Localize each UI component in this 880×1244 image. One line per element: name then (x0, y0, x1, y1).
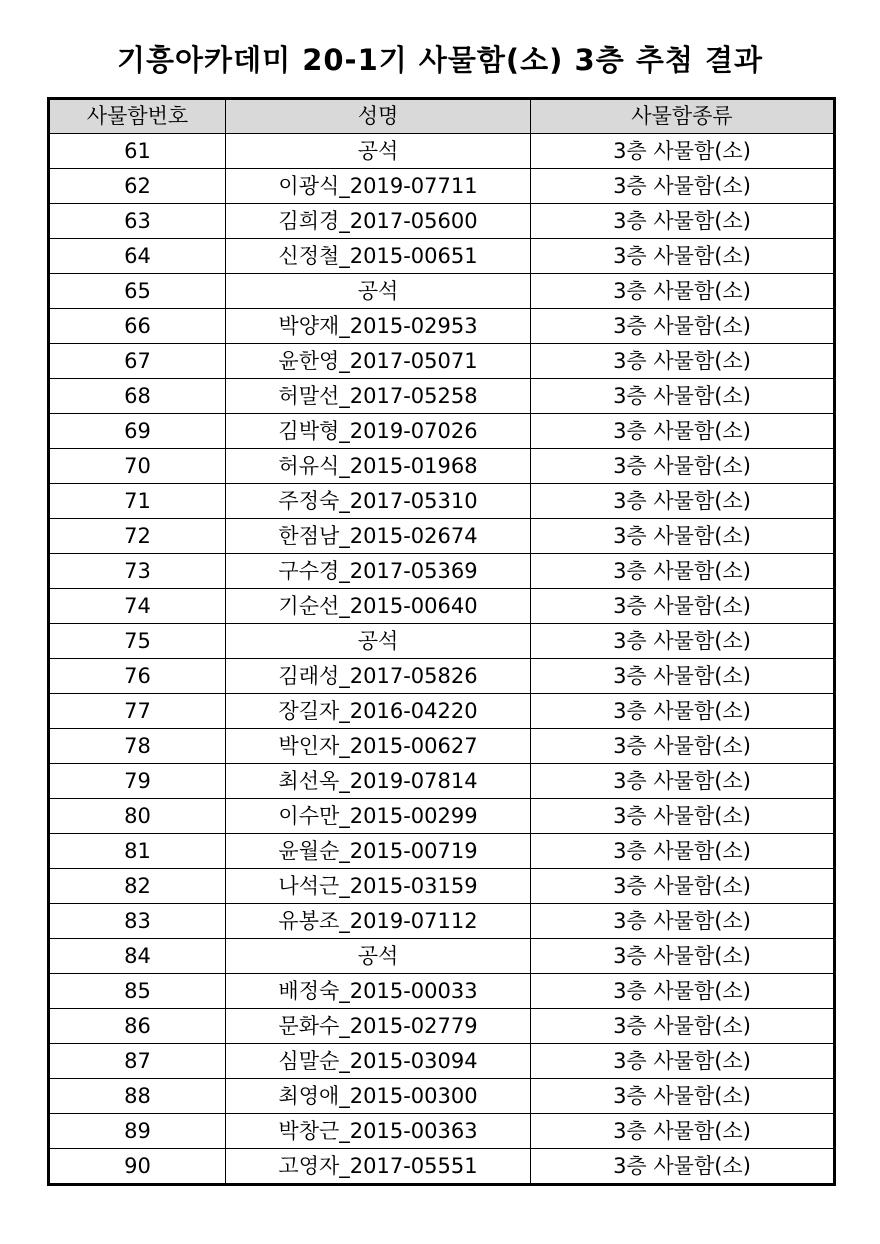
table-row (49, 309, 835, 344)
table-row (49, 1149, 835, 1185)
cell-locker-number: 70 (49, 449, 226, 484)
cell-name: 주정숙_2017-05310 (226, 484, 531, 519)
table-row (49, 834, 835, 869)
cell-name: 허유식_2015-01968 (226, 449, 531, 484)
cell-locker-type: 3층 사물함(소) (531, 519, 835, 554)
table-row (49, 449, 835, 484)
table-header (49, 99, 835, 134)
cell-name: 최영애_2015-00300 (226, 1079, 531, 1114)
column-header-locker-number: 사물함번호 (49, 99, 226, 134)
cell-locker-type: 3층 사물함(소) (531, 309, 835, 344)
cell-locker-type: 3층 사물함(소) (531, 834, 835, 869)
table-row (49, 589, 835, 624)
cell-name: 유봉조_2019-07112 (226, 904, 531, 939)
cell-locker-number: 73 (49, 554, 226, 589)
cell-locker-number: 65 (49, 274, 226, 309)
cell-locker-number: 85 (49, 974, 226, 1009)
cell-name: 문화수_2015-02779 (226, 1009, 531, 1044)
page-title: 기흥아카데미 20-1기 사물함(소) 3층 추첨 결과 (117, 43, 763, 77)
cell-locker-number: 69 (49, 414, 226, 449)
table-body (49, 134, 835, 1185)
table-row (49, 344, 835, 379)
cell-name: 한점남_2015-02674 (226, 519, 531, 554)
cell-locker-number: 71 (49, 484, 226, 519)
cell-locker-number: 89 (49, 1114, 226, 1149)
table-row (49, 729, 835, 764)
cell-locker-number: 64 (49, 239, 226, 274)
cell-locker-number: 75 (49, 624, 226, 659)
cell-name: 이광식_2019-07711 (226, 169, 531, 204)
table-row (49, 554, 835, 589)
table-row (49, 624, 835, 659)
cell-locker-number: 68 (49, 379, 226, 414)
cell-name: 신정철_2015-00651 (226, 239, 531, 274)
cell-locker-type: 3층 사물함(소) (531, 624, 835, 659)
cell-locker-number: 76 (49, 659, 226, 694)
cell-locker-number: 67 (49, 344, 226, 379)
cell-name: 윤월순_2015-00719 (226, 834, 531, 869)
cell-locker-type: 3층 사물함(소) (531, 134, 835, 169)
cell-locker-number: 90 (49, 1149, 226, 1185)
cell-locker-type: 3층 사물함(소) (531, 974, 835, 1009)
cell-locker-type: 3층 사물함(소) (531, 554, 835, 589)
table-row (49, 939, 835, 974)
cell-locker-type: 3층 사물함(소) (531, 694, 835, 729)
cell-name: 윤한영_2017-05071 (226, 344, 531, 379)
table-row (49, 764, 835, 799)
cell-name: 김박형_2019-07026 (226, 414, 531, 449)
cell-locker-number: 80 (49, 799, 226, 834)
cell-name: 배정숙_2015-00033 (226, 974, 531, 1009)
cell-name: 공석 (226, 274, 531, 309)
cell-locker-type: 3층 사물함(소) (531, 869, 835, 904)
cell-name: 김희경_2017-05600 (226, 204, 531, 239)
cell-locker-number: 84 (49, 939, 226, 974)
table-row (49, 519, 835, 554)
column-header-locker-type: 사물함종류 (531, 99, 835, 134)
cell-locker-type: 3층 사물함(소) (531, 169, 835, 204)
table-row (49, 379, 835, 414)
cell-locker-type: 3층 사물함(소) (531, 274, 835, 309)
cell-locker-type: 3층 사물함(소) (531, 904, 835, 939)
cell-locker-number: 82 (49, 869, 226, 904)
table-row (49, 204, 835, 239)
table-row (49, 414, 835, 449)
table-row (49, 1079, 835, 1114)
cell-name: 박인자_2015-00627 (226, 729, 531, 764)
cell-locker-number: 79 (49, 764, 226, 799)
cell-name: 장길자_2016-04220 (226, 694, 531, 729)
cell-locker-type: 3층 사물함(소) (531, 1149, 835, 1185)
locker-assignment-table (47, 97, 836, 1186)
table-row (49, 1044, 835, 1079)
cell-name: 공석 (226, 134, 531, 169)
cell-locker-number: 66 (49, 309, 226, 344)
cell-name: 이수만_2015-00299 (226, 799, 531, 834)
table-row (49, 134, 835, 169)
cell-name: 기순선_2015-00640 (226, 589, 531, 624)
cell-name: 심말순_2015-03094 (226, 1044, 531, 1079)
cell-locker-type: 3층 사물함(소) (531, 764, 835, 799)
table-row (49, 974, 835, 1009)
table-row (49, 1009, 835, 1044)
cell-locker-type: 3층 사물함(소) (531, 414, 835, 449)
table-row (49, 799, 835, 834)
cell-name: 허말선_2017-05258 (226, 379, 531, 414)
cell-locker-type: 3층 사물함(소) (531, 729, 835, 764)
table-header-row (49, 99, 835, 134)
cell-locker-type: 3층 사물함(소) (531, 1114, 835, 1149)
cell-name: 공석 (226, 624, 531, 659)
cell-name: 박창근_2015-00363 (226, 1114, 531, 1149)
cell-locker-type: 3층 사물함(소) (531, 1009, 835, 1044)
table-row (49, 169, 835, 204)
cell-name: 나석근_2015-03159 (226, 869, 531, 904)
table-row (49, 694, 835, 729)
cell-locker-type: 3층 사물함(소) (531, 589, 835, 624)
cell-locker-number: 72 (49, 519, 226, 554)
cell-locker-type: 3층 사물함(소) (531, 659, 835, 694)
cell-locker-number: 77 (49, 694, 226, 729)
cell-name: 구수경_2017-05369 (226, 554, 531, 589)
cell-locker-number: 87 (49, 1044, 226, 1079)
table-row (49, 484, 835, 519)
table-row (49, 1114, 835, 1149)
cell-locker-number: 78 (49, 729, 226, 764)
cell-locker-type: 3층 사물함(소) (531, 449, 835, 484)
cell-locker-number: 63 (49, 204, 226, 239)
cell-locker-number: 86 (49, 1009, 226, 1044)
table-row (49, 274, 835, 309)
cell-locker-type: 3층 사물함(소) (531, 484, 835, 519)
cell-locker-type: 3층 사물함(소) (531, 939, 835, 974)
cell-locker-type: 3층 사물함(소) (531, 1044, 835, 1079)
cell-name: 고영자_2017-05551 (226, 1149, 531, 1185)
cell-locker-type: 3층 사물함(소) (531, 344, 835, 379)
table-row (49, 869, 835, 904)
table-row (49, 239, 835, 274)
column-header-name: 성명 (226, 99, 531, 134)
cell-name: 김래성_2017-05826 (226, 659, 531, 694)
cell-locker-number: 88 (49, 1079, 226, 1114)
cell-locker-type: 3층 사물함(소) (531, 1079, 835, 1114)
cell-locker-number: 61 (49, 134, 226, 169)
cell-locker-type: 3층 사물함(소) (531, 379, 835, 414)
table-row (49, 904, 835, 939)
cell-locker-type: 3층 사물함(소) (531, 204, 835, 239)
cell-name: 최선옥_2019-07814 (226, 764, 531, 799)
cell-locker-number: 74 (49, 589, 226, 624)
cell-name: 공석 (226, 939, 531, 974)
cell-locker-type: 3층 사물함(소) (531, 799, 835, 834)
cell-name: 박양재_2015-02953 (226, 309, 531, 344)
cell-locker-number: 62 (49, 169, 226, 204)
cell-locker-number: 83 (49, 904, 226, 939)
cell-locker-number: 81 (49, 834, 226, 869)
table-row (49, 659, 835, 694)
cell-locker-type: 3층 사물함(소) (531, 239, 835, 274)
